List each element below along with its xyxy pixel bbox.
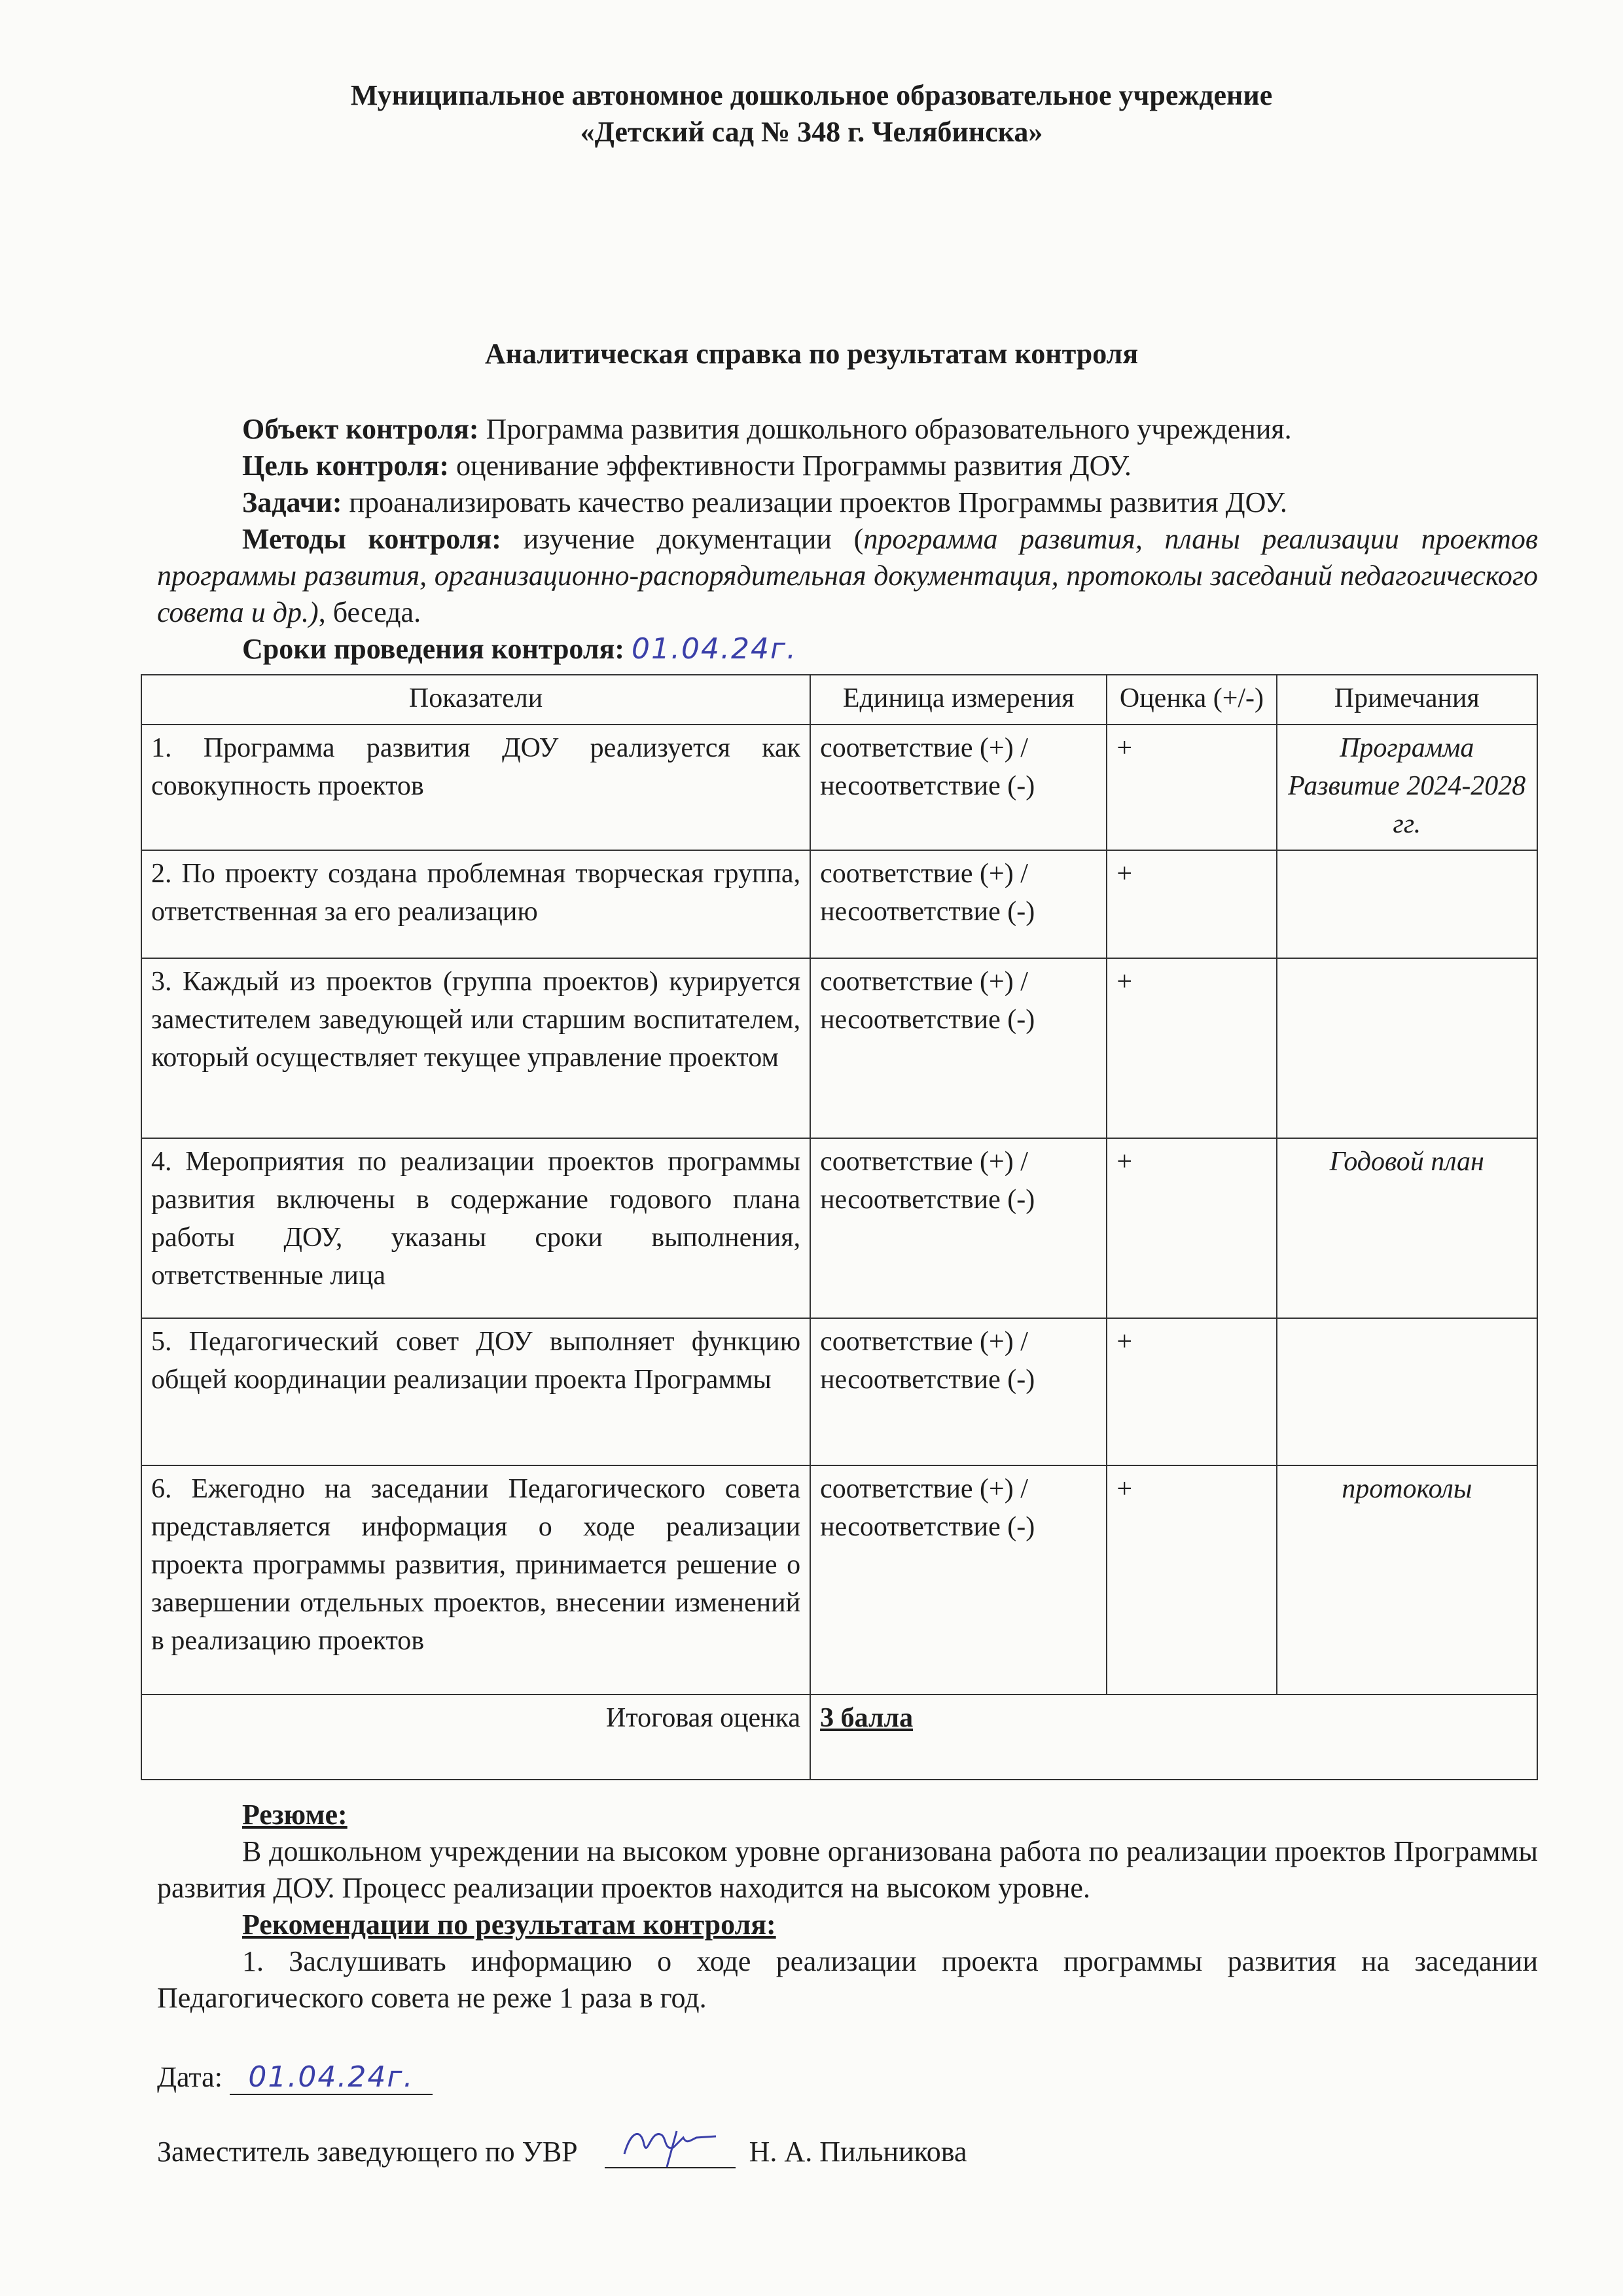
methods-pre: изучение документации ( xyxy=(523,523,864,555)
handwritten-signature-icon xyxy=(611,2118,729,2170)
terms-label: Сроки проведения контроля: xyxy=(242,633,624,665)
conclusion-section xyxy=(157,1797,1538,2017)
total-value: 3 балла xyxy=(820,1703,914,1733)
score-cell: + xyxy=(1107,1318,1276,1465)
terms-handwritten-date: 01.04.24г. xyxy=(632,632,798,666)
unit-cell: соответствие (+) / несоответствие (-) xyxy=(810,850,1107,958)
signature-line xyxy=(157,2135,967,2168)
unit-cell: соответствие (+) / несоответствие (-) xyxy=(810,1465,1107,1695)
date-label: Дата: xyxy=(157,2061,223,2093)
signature-field xyxy=(605,2141,736,2168)
intro-section xyxy=(157,411,1538,668)
control-table xyxy=(141,674,1538,1780)
header-notes: Примечания xyxy=(1277,675,1538,725)
note-cell: Годовой план xyxy=(1277,1138,1538,1318)
table-row xyxy=(141,850,1537,958)
recommendation-item: 1. Заслушивать информацию о ходе реализации проекта программы развития на заседании Педагогического совета не реже 1 раза в год. xyxy=(157,1945,1538,2014)
recommendations-label: Рекомендации по результатам контроля: xyxy=(242,1909,776,1941)
date-handwritten-value: 01.04.24г. xyxy=(248,2060,414,2094)
tasks-label: Задачи: xyxy=(242,486,342,518)
indicator-cell: 6. Ежегодно на заседании Педагогического совета представляется информация о ходе реализации проекта программы развития, принимается решение о завершении отдельных проектов, внесении изменений в реализацию проектов xyxy=(141,1465,810,1695)
header-unit: Единица измерения xyxy=(810,675,1107,725)
note-cell: Программа Развитие 2024-2028 гг. xyxy=(1277,725,1538,850)
header-line-2: «Детский сад № 348 г. Челябинска» xyxy=(580,116,1043,148)
unit-cell: соответствие (+) / несоответствие (-) xyxy=(810,1318,1107,1465)
note-cell: протоколы xyxy=(1277,1465,1538,1695)
tasks-text: проанализировать качество реализации проектов Программы развития ДОУ. xyxy=(349,486,1287,518)
goal-label: Цель контроля: xyxy=(242,450,450,482)
table-row xyxy=(141,1138,1537,1318)
signatory-name: Н. А. Пильникова xyxy=(749,2136,967,2168)
table-header-row xyxy=(141,675,1537,725)
object-label: Объект контроля: xyxy=(242,413,479,445)
control-terms xyxy=(157,631,1538,668)
total-label: Итоговая оценка xyxy=(141,1695,810,1780)
score-cell: + xyxy=(1107,850,1276,958)
note-cell xyxy=(1277,958,1538,1138)
header-indicators: Показатели xyxy=(141,675,810,725)
signatory-position: Заместитель заведующего по УВР xyxy=(157,2136,578,2168)
indicator-cell: 3. Каждый из проектов (группа проектов) курируется заместителем заведующей или старшим воспитателем, который осуществляет текущее управление проектом xyxy=(141,958,810,1138)
object-text: Программа развития дошкольного образовательного учреждения. xyxy=(486,413,1292,445)
unit-cell: соответствие (+) / несоответствие (-) xyxy=(810,725,1107,850)
score-cell: + xyxy=(1107,958,1276,1138)
table-row xyxy=(141,1318,1537,1465)
date-line xyxy=(157,2060,433,2095)
table-row xyxy=(141,958,1537,1138)
date-field xyxy=(230,2060,433,2095)
goal-text: оценивание эффективности Программы развития ДОУ. xyxy=(456,450,1132,482)
methods-italic: программа развития, планы реализации проектов программы развития, организационно-распорядительная документация, протоколы заседаний педагогического совета и др.) xyxy=(157,523,1538,628)
score-cell: + xyxy=(1107,725,1276,850)
control-tasks xyxy=(157,484,1538,521)
indicator-cell: 4. Мероприятия по реализации проектов программы развития включены в содержание годового плана работы ДОУ, указаны сроки выполнения, ответственные лица xyxy=(141,1138,810,1318)
indicator-cell: 2. По проекту создана проблемная творческая группа, ответственная за его реализацию xyxy=(141,850,810,958)
header-score: Оценка (+/-) xyxy=(1107,675,1276,725)
control-goal xyxy=(157,448,1538,484)
total-value-cell xyxy=(810,1695,1537,1780)
institution-header xyxy=(0,77,1623,151)
control-object xyxy=(157,411,1538,448)
indicator-cell: 5. Педагогический совет ДОУ выполняет функцию общей координации реализации проекта Программы xyxy=(141,1318,810,1465)
recommendations-heading xyxy=(157,1907,1538,1943)
note-cell xyxy=(1277,850,1538,958)
header-line-1: Муниципальное автономное дошкольное образовательное учреждение xyxy=(350,79,1273,111)
unit-cell: соответствие (+) / несоответствие (-) xyxy=(810,958,1107,1138)
resume-heading xyxy=(157,1797,1538,1833)
table-row xyxy=(141,1465,1537,1695)
resume-label: Резюме: xyxy=(242,1799,348,1831)
total-row xyxy=(141,1695,1537,1780)
methods-label: Методы контроля: xyxy=(242,523,501,555)
methods-post: , беседа. xyxy=(318,596,421,628)
document-title: Аналитическая справка по результатам контроля xyxy=(484,338,1139,370)
score-cell: + xyxy=(1107,1138,1276,1318)
table-row xyxy=(141,725,1537,850)
resume-text: В дошкольном учреждении на высоком уровне организована работа по реализации проектов Программы развития ДОУ. Процесс реализации проектов находится на высоком уровне. xyxy=(157,1835,1538,1904)
note-cell xyxy=(1277,1318,1538,1465)
control-methods xyxy=(157,521,1538,631)
score-cell: + xyxy=(1107,1465,1276,1695)
unit-cell: соответствие (+) / несоответствие (-) xyxy=(810,1138,1107,1318)
indicator-cell: 1. Программа развития ДОУ реализуется как совокупность проектов xyxy=(141,725,810,850)
